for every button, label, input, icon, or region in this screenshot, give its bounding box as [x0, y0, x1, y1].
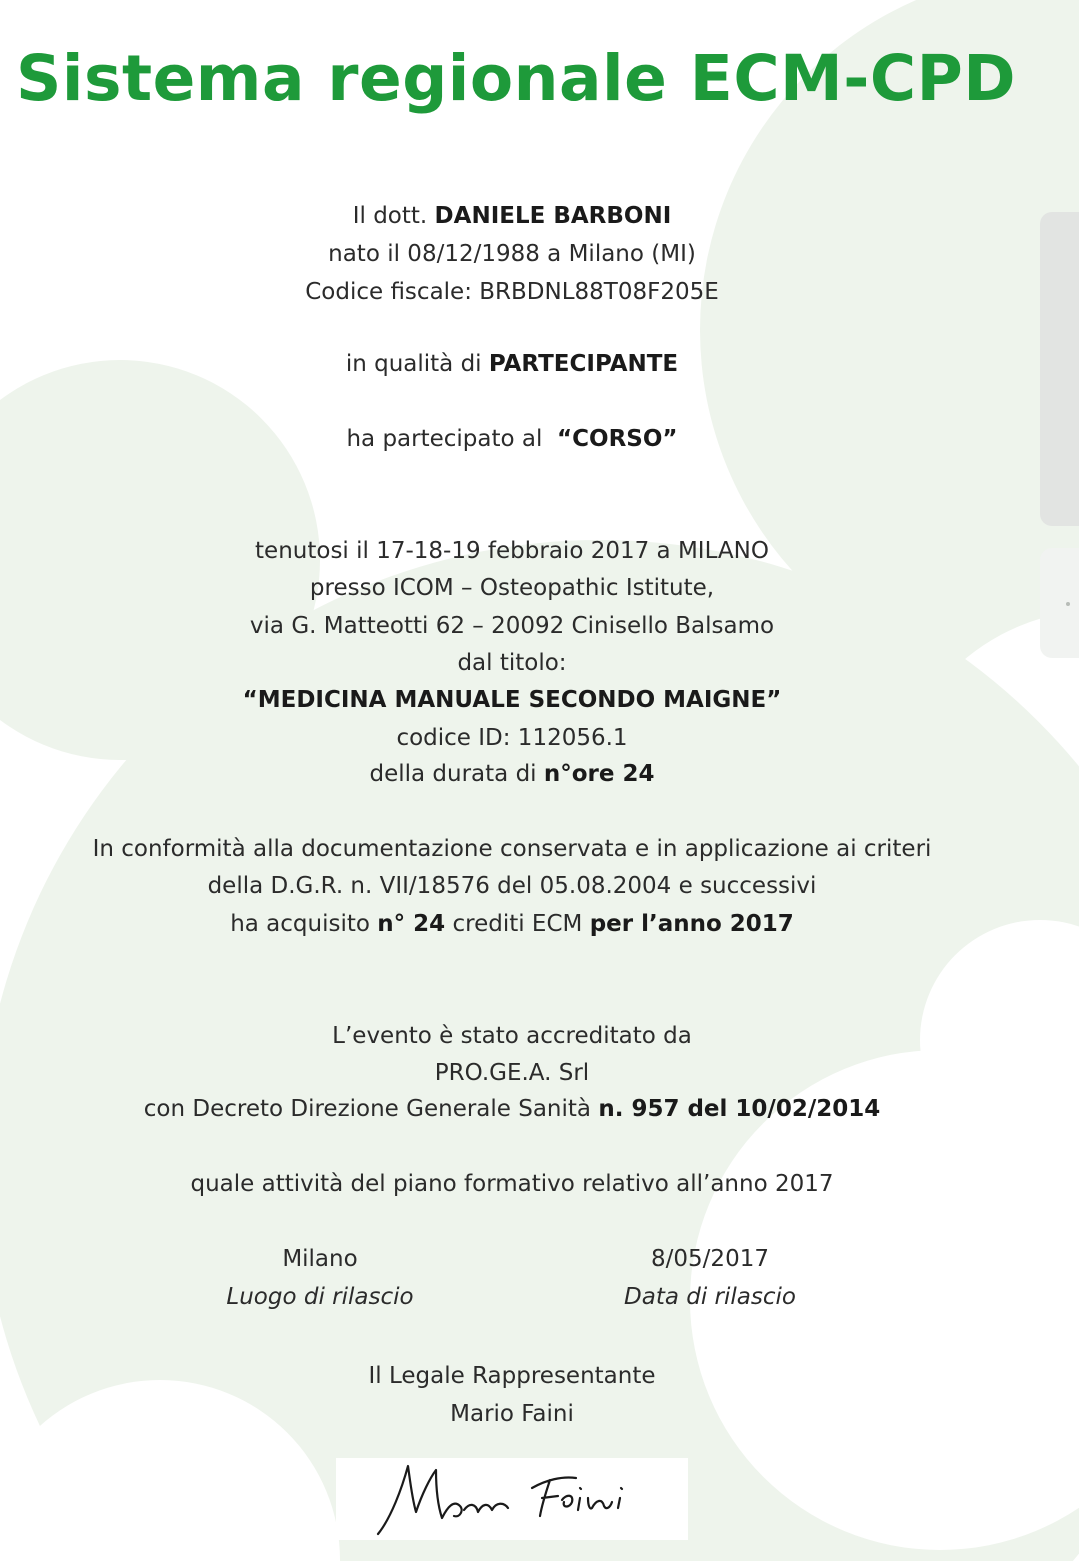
participation-line: [0, 424, 1024, 454]
credits-acquired-line: [0, 909, 1024, 939]
role-prefix: in qualità di: [345, 351, 482, 377]
decree-value: n. 957 del 10/02/2014: [598, 1096, 881, 1122]
participant-name: DANIELE BARBONI: [434, 203, 672, 229]
decree-line: [0, 1094, 1024, 1124]
issue-date-label: Data di rilascio: [624, 1284, 796, 1310]
accreditation-provider: PRO.GE.A. Srl: [434, 1060, 590, 1086]
issue-date: 8/05/2017: [651, 1246, 769, 1272]
event-type: “CORSO”: [557, 426, 678, 452]
event-address: via G. Matteotti 62 – 20092 Cinisello Balsamo: [249, 613, 775, 639]
page-title: Sistema regionale ECM-CPD: [16, 42, 1017, 115]
credits-middle: crediti ECM: [452, 911, 583, 937]
duration-value: n°ore 24: [543, 761, 655, 787]
fiscal-code-line: Codice fiscale: BRBDNL88T08F205E: [305, 279, 719, 305]
acquired-prefix: ha acquisito: [230, 911, 370, 937]
signature: [336, 1458, 688, 1540]
issue-place-label: Luogo di rilascio: [226, 1284, 414, 1310]
handwritten-signature: [336, 1458, 688, 1540]
event-title: [0, 685, 1024, 715]
event-title-prefix: dal titolo:: [457, 650, 567, 676]
credits-count: n° 24: [377, 911, 446, 937]
participation-prefix: ha partecipato al: [346, 426, 543, 452]
duration-prefix: della durata di: [369, 761, 537, 787]
plan-line: quale attività del piano formativo relativo all’anno 2017: [190, 1171, 834, 1197]
event-code: codice ID: 112056.1: [396, 725, 628, 751]
event-duration-line: [0, 759, 1024, 789]
participant-prefix: Il dott.: [352, 203, 428, 229]
credits-year: per l’anno 2017: [589, 911, 794, 937]
event-title-text: “MEDICINA MANUALE SECONDO MAIGNE”: [242, 687, 782, 713]
credits-line-1: In conformità alla documentazione conservata e in applicazione ai criteri: [92, 836, 932, 862]
credits-line-2: della D.G.R. n. VII/18576 del 05.08.2004 e successivi: [207, 873, 817, 899]
event-dates: tenutosi il 17-18-19 febbraio 2017 a MILANO: [255, 538, 769, 564]
decree-prefix: con Decreto Direzione Generale Sanità: [143, 1096, 592, 1122]
participant-name-line: [0, 201, 1024, 231]
side-panel-dot-icon: [1066, 602, 1070, 606]
side-scroll-handle[interactable]: [1040, 212, 1079, 526]
side-panel-tab[interactable]: [1040, 548, 1079, 658]
signatory-name: Mario Faini: [450, 1401, 574, 1427]
accreditation-line: L’evento è stato accreditato da: [332, 1023, 692, 1049]
role-line: [0, 349, 1024, 379]
event-venue: presso ICOM – Osteopathic Istitute,: [309, 575, 715, 601]
birth-line: nato il 08/12/1988 a Milano (MI): [328, 241, 696, 267]
signatory-role: Il Legale Rappresentante: [368, 1363, 656, 1389]
issue-place: Milano: [282, 1246, 358, 1272]
role-value: PARTECIPANTE: [488, 351, 679, 377]
